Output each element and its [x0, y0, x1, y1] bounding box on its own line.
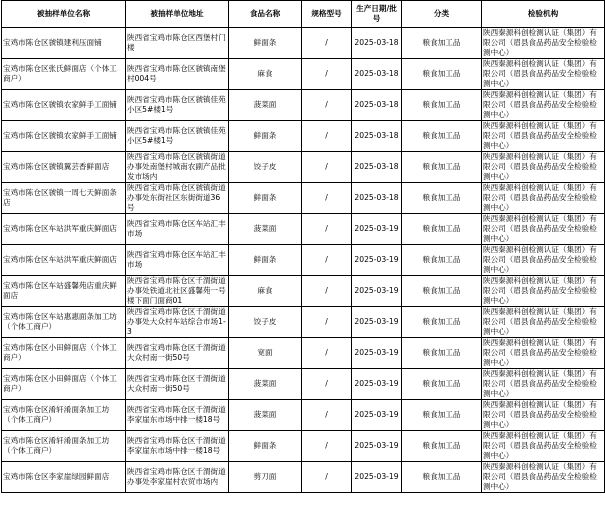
- cell-unit-address: 陕西省宝鸡市陈仓区千渭街道李家崖东市场中排一楼18号: [126, 400, 229, 431]
- cell-unit-name: 宝鸡市陈仓区虢镇翼芸香鲜面店: [2, 152, 126, 183]
- cell-food-name: 麻食: [229, 276, 302, 307]
- cell-spec-model: /: [302, 28, 352, 59]
- cell-prod-date: 2025-03-19: [352, 431, 402, 462]
- cell-category: 粮食加工品: [402, 369, 482, 400]
- cell-category: 粮食加工品: [402, 276, 482, 307]
- table-row: [2, 400, 605, 431]
- table-row: [2, 276, 605, 307]
- table-row: [2, 28, 605, 59]
- cell-inspection-org: 陕西秦源科创检测认证（集团）有限公司（眉县食品药品安全检验检测中心）: [482, 214, 605, 245]
- cell-unit-address: 陕西省宝鸡市陈仓区千渭街道办事处李家崖村农贸市场内: [126, 462, 229, 493]
- cell-unit-address: 陕西省宝鸡市陈仓区千渭街道李家崖东市场中排一楼18号: [126, 431, 229, 462]
- cell-inspection-org: 陕西秦源科创检测认证（集团）有限公司（眉县食品药品安全检验检测中心）: [482, 276, 605, 307]
- cell-unit-name: 宝鸡市陈仓区车站洪军重庆鲜面店: [2, 214, 126, 245]
- cell-prod-date: 2025-03-19: [352, 369, 402, 400]
- cell-food-name: 菠菜面: [229, 90, 302, 121]
- cell-prod-date: 2025-03-18: [352, 152, 402, 183]
- header-spec-model: 规格型号: [302, 1, 352, 28]
- cell-category: 粮食加工品: [402, 59, 482, 90]
- cell-unit-address: 陕西省宝鸡市陈仓区虢镇佳苑小区5#楼1号: [126, 121, 229, 152]
- cell-unit-address: 陕西省宝鸡市陈仓区虢镇街道办事处东街社区东街街道36号: [126, 183, 229, 214]
- cell-spec-model: /: [302, 245, 352, 276]
- cell-inspection-org: 陕西秦源科创检测认证（集团）有限公司（眉县食品药品安全检验检测中心）: [482, 90, 605, 121]
- cell-spec-model: /: [302, 431, 352, 462]
- cell-unit-name: 宝鸡市陈仓区车站惠惠面条加工坊（个体工商户）: [2, 307, 126, 338]
- cell-unit-name: 宝鸡市陈仓区虢镇农家鲜手工面铺: [2, 121, 126, 152]
- table-row: [2, 369, 605, 400]
- cell-inspection-org: 陕西秦源科创检测认证（集团）有限公司（眉县食品药品安全检验检测中心）: [482, 369, 605, 400]
- cell-unit-name: 宝鸡市陈仓区虢镇一周七天鲜面条店: [2, 183, 126, 214]
- cell-spec-model: /: [302, 400, 352, 431]
- cell-category: 粮食加工品: [402, 462, 482, 493]
- cell-unit-address: 陕西省宝鸡市陈仓区车站汇丰市场: [126, 245, 229, 276]
- cell-unit-address: 陕西省宝鸡市陈仓区虢镇南堡村004号: [126, 59, 229, 90]
- cell-spec-model: /: [302, 276, 352, 307]
- table-row: [2, 121, 605, 152]
- cell-category: 粮食加工品: [402, 245, 482, 276]
- cell-category: 粮食加工品: [402, 338, 482, 369]
- sampling-table: [1, 0, 605, 493]
- cell-unit-name: 宝鸡市陈仓区小田鲜面店（个体工商户）: [2, 338, 126, 369]
- cell-unit-name: 宝鸡市陈仓区虢镇建利压面铺: [2, 28, 126, 59]
- header-row: [2, 1, 605, 28]
- cell-unit-name: 宝鸡市陈仓区李家崖绿园鲜面店: [2, 462, 126, 493]
- cell-category: 粮食加工品: [402, 400, 482, 431]
- table-row: [2, 245, 605, 276]
- cell-unit-name: 宝鸡市陈仓区淆轩淆面条加工坊（个体工商户）: [2, 400, 126, 431]
- cell-food-name: 饺子皮: [229, 152, 302, 183]
- cell-spec-model: /: [302, 338, 352, 369]
- cell-unit-name: 宝鸡市陈仓区车站洪军重庆鲜面店: [2, 245, 126, 276]
- cell-unit-address: 陕西省宝鸡市陈仓区虢镇佳苑小区5#楼1号: [126, 90, 229, 121]
- cell-prod-date: 2025-03-19: [352, 307, 402, 338]
- cell-unit-name: 宝鸡市陈仓区车站盛馨苑店重庆鲜面店: [2, 276, 126, 307]
- cell-food-name: 菠菜面: [229, 369, 302, 400]
- cell-prod-date: 2025-03-19: [352, 462, 402, 493]
- table-row: [2, 462, 605, 493]
- cell-inspection-org: 陕西秦源科创检测认证（集团）有限公司（眉县食品药品安全检验检测中心）: [482, 28, 605, 59]
- cell-spec-model: /: [302, 90, 352, 121]
- cell-prod-date: 2025-03-19: [352, 245, 402, 276]
- cell-inspection-org: 陕西秦源科创检测认证（集团）有限公司（眉县食品药品安全检验检测中心）: [482, 152, 605, 183]
- cell-inspection-org: 陕西秦源科创检测认证（集团）有限公司（眉县食品药品安全检验检测中心）: [482, 245, 605, 276]
- cell-food-name: 剪刀面: [229, 462, 302, 493]
- cell-category: 粮食加工品: [402, 152, 482, 183]
- table-row: [2, 431, 605, 462]
- cell-category: 粮食加工品: [402, 431, 482, 462]
- table-row: [2, 59, 605, 90]
- cell-prod-date: 2025-03-18: [352, 90, 402, 121]
- cell-inspection-org: 陕西秦源科创检测认证（集团）有限公司（眉县食品药品安全检验检测中心）: [482, 183, 605, 214]
- table-row: [2, 90, 605, 121]
- cell-prod-date: 2025-03-19: [352, 276, 402, 307]
- cell-unit-address: 陕西省宝鸡市陈仓区千渭街道大众村南一街50号: [126, 369, 229, 400]
- cell-food-name: 鲜面条: [229, 121, 302, 152]
- header-prod-date: 生产日期/批号: [352, 1, 402, 28]
- cell-category: 粮食加工品: [402, 28, 482, 59]
- cell-inspection-org: 陕西秦源科创检测认证（集团）有限公司（眉县食品药品安全检验检测中心）: [482, 59, 605, 90]
- header-inspection-org: 检验机构: [482, 1, 605, 28]
- cell-category: 粮食加工品: [402, 307, 482, 338]
- cell-inspection-org: 陕西秦源科创检测认证（集团）有限公司（眉县食品药品安全检验检测中心）: [482, 338, 605, 369]
- cell-unit-address: 陕西省宝鸡市陈仓区千渭街道办事处铁道北社区盛馨苑一号楼下面门面商01: [126, 276, 229, 307]
- table-row: [2, 152, 605, 183]
- cell-unit-name: 宝鸡市陈仓区张氏鲜面店（个体工商户）: [2, 59, 126, 90]
- cell-inspection-org: 陕西秦源科创检测认证（集团）有限公司（眉县食品药品安全检验检测中心）: [482, 462, 605, 493]
- cell-spec-model: /: [302, 214, 352, 245]
- cell-food-name: 鲜面条: [229, 28, 302, 59]
- cell-category: 粮食加工品: [402, 214, 482, 245]
- cell-spec-model: /: [302, 369, 352, 400]
- header-food-name: 食品名称: [229, 1, 302, 28]
- cell-unit-address: 陕西省宝鸡市陈仓区西堡村门楼: [126, 28, 229, 59]
- cell-spec-model: /: [302, 121, 352, 152]
- cell-category: 粮食加工品: [402, 183, 482, 214]
- cell-food-name: 麻食: [229, 59, 302, 90]
- table-row: [2, 338, 605, 369]
- table-row: [2, 214, 605, 245]
- cell-prod-date: 2025-03-19: [352, 338, 402, 369]
- cell-food-name: 宽面: [229, 338, 302, 369]
- cell-inspection-org: 陕西秦源科创检测认证（集团）有限公司（眉县食品药品安全检验检测中心）: [482, 121, 605, 152]
- cell-unit-address: 陕西省宝鸡市陈仓区千渭街道大众村南一街50号: [126, 338, 229, 369]
- table-row: [2, 183, 605, 214]
- table-row: [2, 307, 605, 338]
- cell-prod-date: 2025-03-18: [352, 59, 402, 90]
- cell-inspection-org: 陕西秦源科创检测认证（集团）有限公司（眉县食品药品安全检验检测中心）: [482, 400, 605, 431]
- cell-unit-address: 陕西省宝鸡市陈仓区车站汇丰市场: [126, 214, 229, 245]
- cell-prod-date: 2025-03-18: [352, 183, 402, 214]
- cell-spec-model: /: [302, 59, 352, 90]
- cell-unit-name: 宝鸡市陈仓区淆轩淆面条加工坊（个体工商户）: [2, 431, 126, 462]
- cell-inspection-org: 陕西秦源科创检测认证（集团）有限公司（眉县食品药品安全检验检测中心）: [482, 307, 605, 338]
- cell-food-name: 菠菜面: [229, 214, 302, 245]
- cell-unit-name: 宝鸡市陈仓区虢镇农家鲜手工面铺: [2, 90, 126, 121]
- cell-food-name: 饺子皮: [229, 307, 302, 338]
- cell-prod-date: 2025-03-18: [352, 28, 402, 59]
- cell-spec-model: /: [302, 152, 352, 183]
- cell-spec-model: /: [302, 307, 352, 338]
- cell-food-name: 菠菜面: [229, 400, 302, 431]
- header-unit-name: 被抽样单位名称: [2, 1, 126, 28]
- cell-unit-address: 陕西省宝鸡市陈仓区虢镇街道办事处南堡村城南农副产品批发市场内: [126, 152, 229, 183]
- cell-inspection-org: 陕西秦源科创检测认证（集团）有限公司（眉县食品药品安全检验检测中心）: [482, 431, 605, 462]
- header-unit-address: 被抽样单位地址: [126, 1, 229, 28]
- cell-prod-date: 2025-03-19: [352, 214, 402, 245]
- cell-prod-date: 2025-03-18: [352, 121, 402, 152]
- cell-unit-name: 宝鸡市陈仓区小田鲜面店（个体工商户）: [2, 369, 126, 400]
- header-category: 分类: [402, 1, 482, 28]
- cell-category: 粮食加工品: [402, 90, 482, 121]
- cell-category: 粮食加工品: [402, 121, 482, 152]
- cell-prod-date: 2025-03-19: [352, 400, 402, 431]
- cell-spec-model: /: [302, 462, 352, 493]
- cell-food-name: 鲜面条: [229, 245, 302, 276]
- cell-spec-model: /: [302, 183, 352, 214]
- cell-food-name: 鲜面条: [229, 431, 302, 462]
- cell-unit-address: 陕西省宝鸡市陈仓区千渭街道办事处大众村车站综合市场1-3: [126, 307, 229, 338]
- cell-food-name: 鲜面条: [229, 183, 302, 214]
